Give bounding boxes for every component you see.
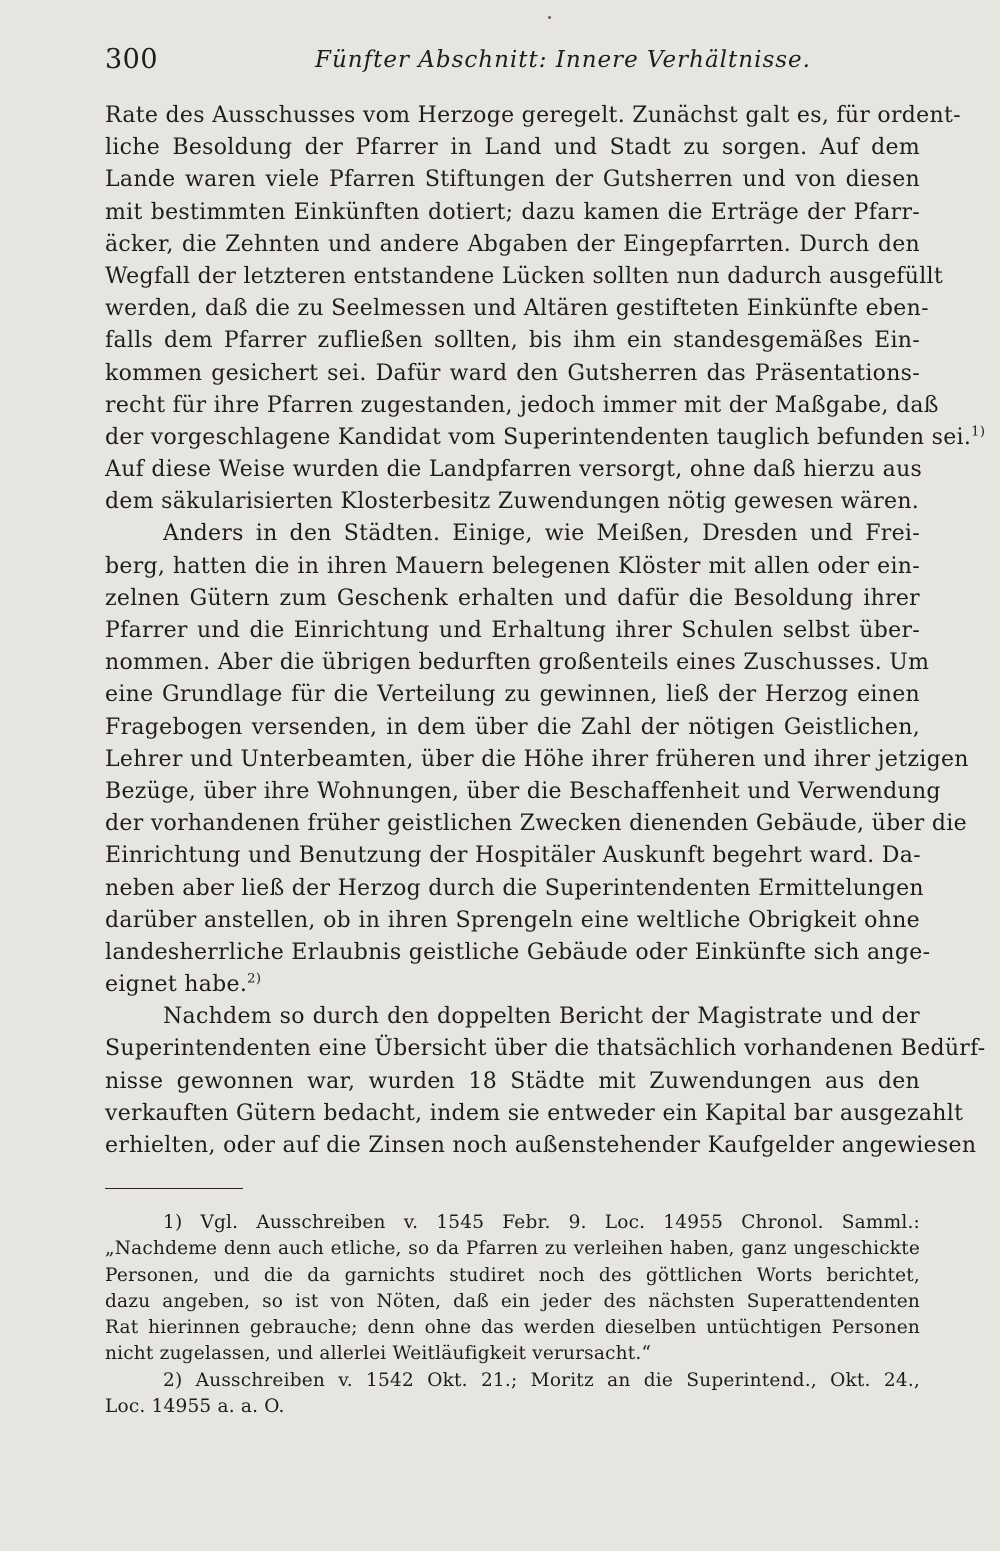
- text-line: landesherrliche Erlaubnis geistliche Gebäude oder Einkünfte sich ange-: [105, 939, 931, 965]
- footnote-line: nicht zugelassen, und allerlei Weitläufigkeit verursacht.“: [105, 1343, 652, 1365]
- text-line: werden, daß die zu Seelmessen und Altären gestifteten Einkünfte eben-: [105, 296, 929, 322]
- text-line: der vorhandenen früher geistlichen Zwecken dienenden Gebäude, über die: [105, 811, 967, 837]
- print-speck: [548, 16, 551, 19]
- text-line: zelnen Gütern zum Geschenk erhalten und dafür die Besoldung ihrer: [105, 585, 920, 611]
- footnote-line: Rat hierinnen gebrauche; denn ohne das werden dieselben untüchtigen Personen: [105, 1317, 920, 1339]
- text-line: erhielten, oder auf die Zinsen noch außenstehender Kaufgelder angewiesen: [105, 1133, 977, 1158]
- text-line: recht für ihre Pfarren zugestanden, jedoch immer mit der Maßgabe, daß: [105, 392, 939, 418]
- footnote-2: [105, 1368, 920, 1421]
- text-line: nisse gewonnen war, wurden 18 Städte mit Zuwendungen aus den: [105, 1068, 920, 1094]
- text-line: Fragebogen versenden, in dem über die Zahl der nötigen Geistlichen,: [105, 714, 920, 740]
- text-line: Pfarrer und die Einrichtung und Erhaltung ihrer Schulen selbst über-: [105, 618, 920, 643]
- text-line: Wegfall der letzteren entstandene Lücken sollten nun dadurch ausgefüllt: [105, 263, 944, 289]
- running-head: Fünfter Abschnitt: Innere Verhältnisse.: [315, 47, 811, 73]
- footnote-line: Personen, und die da garnichts studiret noch des göttlichen Worts berichtet,: [105, 1264, 920, 1286]
- paragraph: [105, 100, 986, 518]
- footnote-ref: 1): [971, 424, 986, 440]
- text-line-with-footnote: [105, 969, 920, 1001]
- footnote-line: 1) Vgl. Ausschreiben v. 1545 Febr. 9. Loc. 14955 Chronol. Samml.:: [163, 1212, 920, 1233]
- footnote-1: [105, 1210, 920, 1368]
- page-header: [105, 44, 920, 80]
- paragraph: [105, 518, 969, 1001]
- footnote-line: 2) Ausschreiben v. 1542 Okt. 21.; Moritz an die Superintend., Okt. 24.,: [163, 1369, 920, 1391]
- footnote-line: Loc. 14955 a. a. O.: [105, 1396, 285, 1418]
- text-line-content: der vorgeschlagene Kandidat vom Superintendenten tauglich befunden sei.: [105, 424, 972, 450]
- text-line: eine Grundlage für die Verteilung zu gewinnen, ließ der Herzog einen: [105, 682, 920, 708]
- text-line: darüber anstellen, ob in ihren Sprengeln eine weltliche Obrigkeit ohne: [105, 907, 920, 933]
- text-line: Lande waren viele Pfarren Stiftungen der Gutsherren und von diesen: [105, 167, 920, 193]
- text-line: Einrichtung und Benutzung der Hospitäler Auskunft begehrt ward. Da-: [105, 843, 921, 869]
- text-line: Lehrer und Unterbeamten, über die Höhe ihrer früheren und ihrer jetzigen: [105, 746, 969, 772]
- paragraph: [105, 1001, 986, 1162]
- text-line: äcker, die Zehnten und andere Abgaben der Eingepfarrten. Durch den: [105, 231, 920, 257]
- text-line: Rate des Ausschusses vom Herzoge geregelt. Zunächst galt es, für ordent-: [105, 103, 961, 128]
- text-line: Anders in den Städten. Einige, wie Meißen, Dresden und Frei-: [163, 521, 920, 547]
- text-line: falls dem Pfarrer zufließen sollten, bis ihm ein standesgemäßes Ein-: [105, 328, 920, 354]
- footnote-line: „Nachdeme denn auch etliche, so da Pfarren zu verleihen haben, ganz ungeschickte: [105, 1238, 920, 1260]
- text-line: Superintendenten eine Übersicht über die thatsächlich vorhandenen Bedürf-: [105, 1036, 986, 1062]
- text-line: dem säkularisierten Klosterbesitz Zuwendungen nötig gewesen wären.: [105, 489, 920, 515]
- text-line: liche Besoldung der Pfarrer in Land und Stadt zu sorgen. Auf dem: [105, 135, 920, 161]
- text-line: Auf diese Weise wurden die Landpfarren versorgt, ohne daß hierzu aus: [105, 457, 923, 483]
- text-line: nommen. Aber die übrigen bedurften großenteils eines Zuschusses. Um: [105, 650, 930, 676]
- text-line: kommen gesichert sei. Dafür ward den Gutsherren das Präsentations-: [105, 360, 920, 386]
- page-number: 300: [105, 44, 159, 75]
- text-line: Bezüge, über ihre Wohnungen, über die Beschaffenheit und Verwendung: [105, 778, 941, 804]
- text-line: Nachdem so durch den doppelten Bericht der Magistrate und der: [163, 1004, 920, 1030]
- text-line: berg, hatten die in ihren Mauern belegenen Klöster mit allen oder ein-: [105, 553, 920, 579]
- text-line-content: eignet habe.: [105, 972, 248, 998]
- body-text: [105, 100, 986, 1162]
- footnote-line: dazu angeben, so ist von Nöten, daß ein jeder des nächsten Superattendenten: [105, 1290, 920, 1312]
- text-line: mit bestimmten Einkünften dotiert; dazu kamen die Erträge der Pfarr-: [105, 199, 920, 225]
- text-line-with-footnote: [105, 422, 986, 454]
- text-line: neben aber ließ der Herzog durch die Superintendenten Ermittelungen: [105, 875, 924, 901]
- footnote-ref: 2): [247, 971, 262, 987]
- text-line: verkauften Gütern bedacht, indem sie entweder ein Kapital bar ausgezahlt: [105, 1100, 964, 1126]
- footnote-divider: [105, 1188, 243, 1189]
- footnotes: [105, 1210, 920, 1420]
